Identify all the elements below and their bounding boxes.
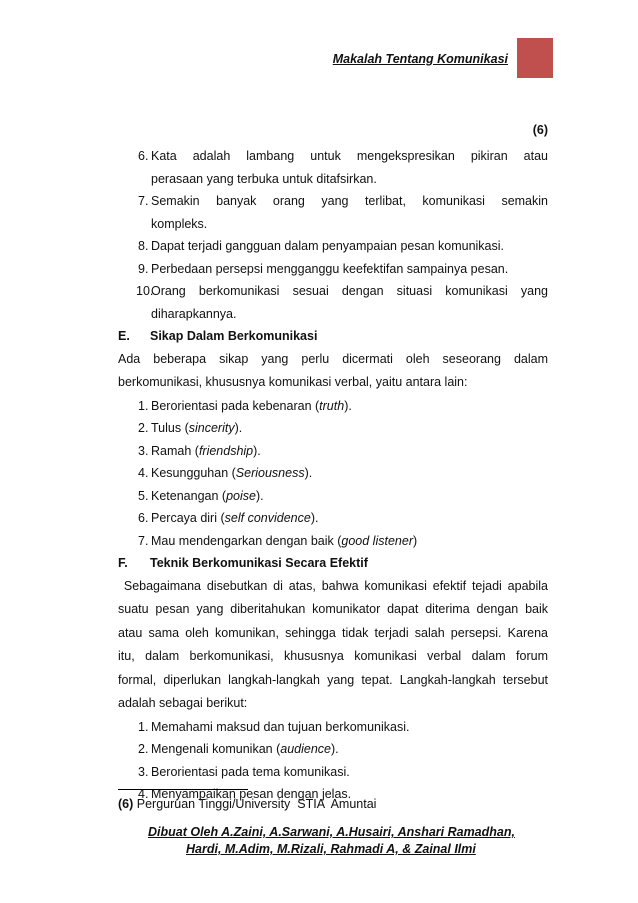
paragraph-line: Ada beberapa sikap yang perlu dicermati oleh seseorang dalam (118, 351, 548, 366)
list-text-line: Semakin banyak orang yang terlibat, komunikasi semakin (151, 194, 548, 208)
paragraph-line: formal, diperlukan langkah-langkah yang tepat. Langkah-langkah tersebut (118, 672, 548, 687)
list-number: 6. (138, 511, 149, 525)
list-text: ). (344, 398, 352, 413)
list-item (118, 258, 548, 281)
list-number: 7. (138, 533, 149, 548)
list-text: Tulus ( (151, 421, 189, 435)
list-item (118, 738, 548, 761)
paragraph-line: atau sama oleh komunikan, sehingga tidak terjadi salah persepsi. Karena (118, 625, 548, 640)
list-text: Kesungguhan ( (151, 466, 236, 480)
list-item (118, 462, 548, 485)
list-text-italic: good listener (341, 533, 413, 548)
list-number: 8. (138, 239, 149, 253)
list-text-italic: poise (226, 488, 256, 503)
page-footer-authors (148, 824, 548, 858)
list-number: 3. (138, 443, 149, 458)
footnote-marker: (6) (118, 797, 134, 811)
list-number: 1. (138, 398, 149, 413)
section-heading-f (118, 552, 548, 575)
list-text: Menyampaikan pesan dengan jelas. (151, 787, 352, 801)
list-number: 10. (136, 284, 154, 298)
footer-line: Hardi, M.Adim, M.Rizali, Rahmadi A, & Zainal Ilmi (186, 842, 476, 856)
list-text-line: diharapkannya. (151, 306, 237, 321)
list-text-italic: truth (319, 398, 345, 413)
list-item (118, 145, 548, 190)
list-item (118, 761, 548, 784)
list-text-italic: audience (280, 742, 331, 756)
list-text: Memahami maksud dan tujuan berkomunikasi. (151, 719, 410, 734)
paragraph-line: berkomunikasi, khususnya komunikasi verbal, yaitu antara lain: (118, 375, 468, 389)
list-text: Berorientasi pada kebenaran ( (151, 398, 320, 413)
list-number: 1. (138, 719, 149, 734)
section-heading-e (118, 325, 548, 348)
list-item (118, 235, 548, 258)
list-text-line: Orang berkomunikasi sesuai dengan situasi komunikasi yang (151, 284, 548, 298)
list-text: ). (331, 742, 339, 756)
section-f-paragraph (118, 575, 548, 716)
list-number: 6. (138, 149, 149, 163)
footnote (118, 795, 548, 813)
section-letter: E. (118, 329, 130, 343)
numbered-list-sikap (118, 395, 548, 553)
list-text-italic: Seriousness (235, 466, 305, 480)
page-header-title: Makalah Tentang Komunikasi (332, 52, 508, 66)
list-text: Ramah ( (151, 443, 199, 458)
paragraph-line: suatu pesan yang diberitahukan komunikator dapat diterima dengan baik (118, 602, 548, 616)
footnote-reference-marker: (6) (532, 123, 548, 137)
list-text-line: perasaan yang terbuka untuk ditafsirkan. (151, 171, 377, 186)
list-number: 7. (138, 194, 149, 208)
list-text: Berorientasi pada tema komunikasi. (151, 764, 350, 779)
list-text: Ketenangan ( (151, 488, 227, 503)
list-item (118, 530, 548, 553)
list-text-line: Kata adalah lambang untuk mengekspresikan pikiran atau (151, 149, 548, 163)
list-text: ) (412, 533, 418, 548)
list-text: ). (310, 511, 319, 525)
footnote-text: Perguruan Tinggi/University STIA Amuntai (133, 797, 377, 811)
numbered-list-top (118, 145, 548, 325)
list-text-italic: friendship (198, 443, 254, 458)
list-text-italic: self convidence (224, 511, 311, 525)
list-text-line: Dapat terjadi gangguan dalam penyampaian pesan komunikasi. (151, 239, 505, 253)
list-number: 2. (138, 421, 149, 435)
list-item (118, 485, 548, 508)
list-text: Mengenali komunikan ( (151, 742, 281, 756)
numbered-list-teknik (118, 716, 548, 806)
list-number: 9. (138, 261, 149, 276)
list-item (118, 280, 548, 325)
section-letter: F. (118, 556, 128, 570)
paragraph-line: Sebagaimana disebutkan di atas, bahwa komunikasi efektif tejadi apabila (118, 578, 548, 593)
list-text: ). (304, 466, 313, 480)
paragraph-line: adalah sebagai berikut: (118, 696, 248, 710)
list-text: ). (255, 488, 264, 503)
section-title: Teknik Berkomunikasi Secara Efektif (150, 556, 368, 570)
list-text: Mau mendengarkan dengan baik ( (151, 533, 342, 548)
document-body (118, 145, 548, 806)
list-item (118, 716, 548, 739)
list-number: 4. (138, 466, 149, 480)
list-item (118, 507, 548, 530)
list-number: 4. (138, 787, 149, 801)
list-item (118, 395, 548, 418)
list-item (118, 440, 548, 463)
header-accent-box (517, 38, 553, 78)
section-title: Sikap Dalam Berkomunikasi (150, 329, 318, 343)
list-number: 2. (138, 742, 149, 756)
paragraph-line: itu, dalam berkomunikasi, khususnya komunikasi verbal dalam forum (118, 649, 548, 663)
section-e-intro (118, 348, 548, 395)
list-item (118, 190, 548, 235)
list-text-line: Perbedaan persepsi mengganggu keefektifan sampainya pesan. (151, 261, 509, 276)
list-text: Percaya diri ( (151, 511, 225, 525)
footer-line: Dibuat Oleh A.Zaini, A.Sarwani, A.Husairi, Anshari Ramadhan, (148, 825, 515, 839)
footnote-divider (118, 789, 248, 790)
list-text: ). (253, 443, 261, 458)
list-text-line: kompleks. (151, 216, 208, 231)
list-number: 3. (138, 764, 149, 779)
list-text: ). (234, 421, 243, 435)
list-number: 5. (138, 488, 149, 503)
list-text-italic: sincerity (188, 421, 235, 435)
list-item (118, 417, 548, 440)
